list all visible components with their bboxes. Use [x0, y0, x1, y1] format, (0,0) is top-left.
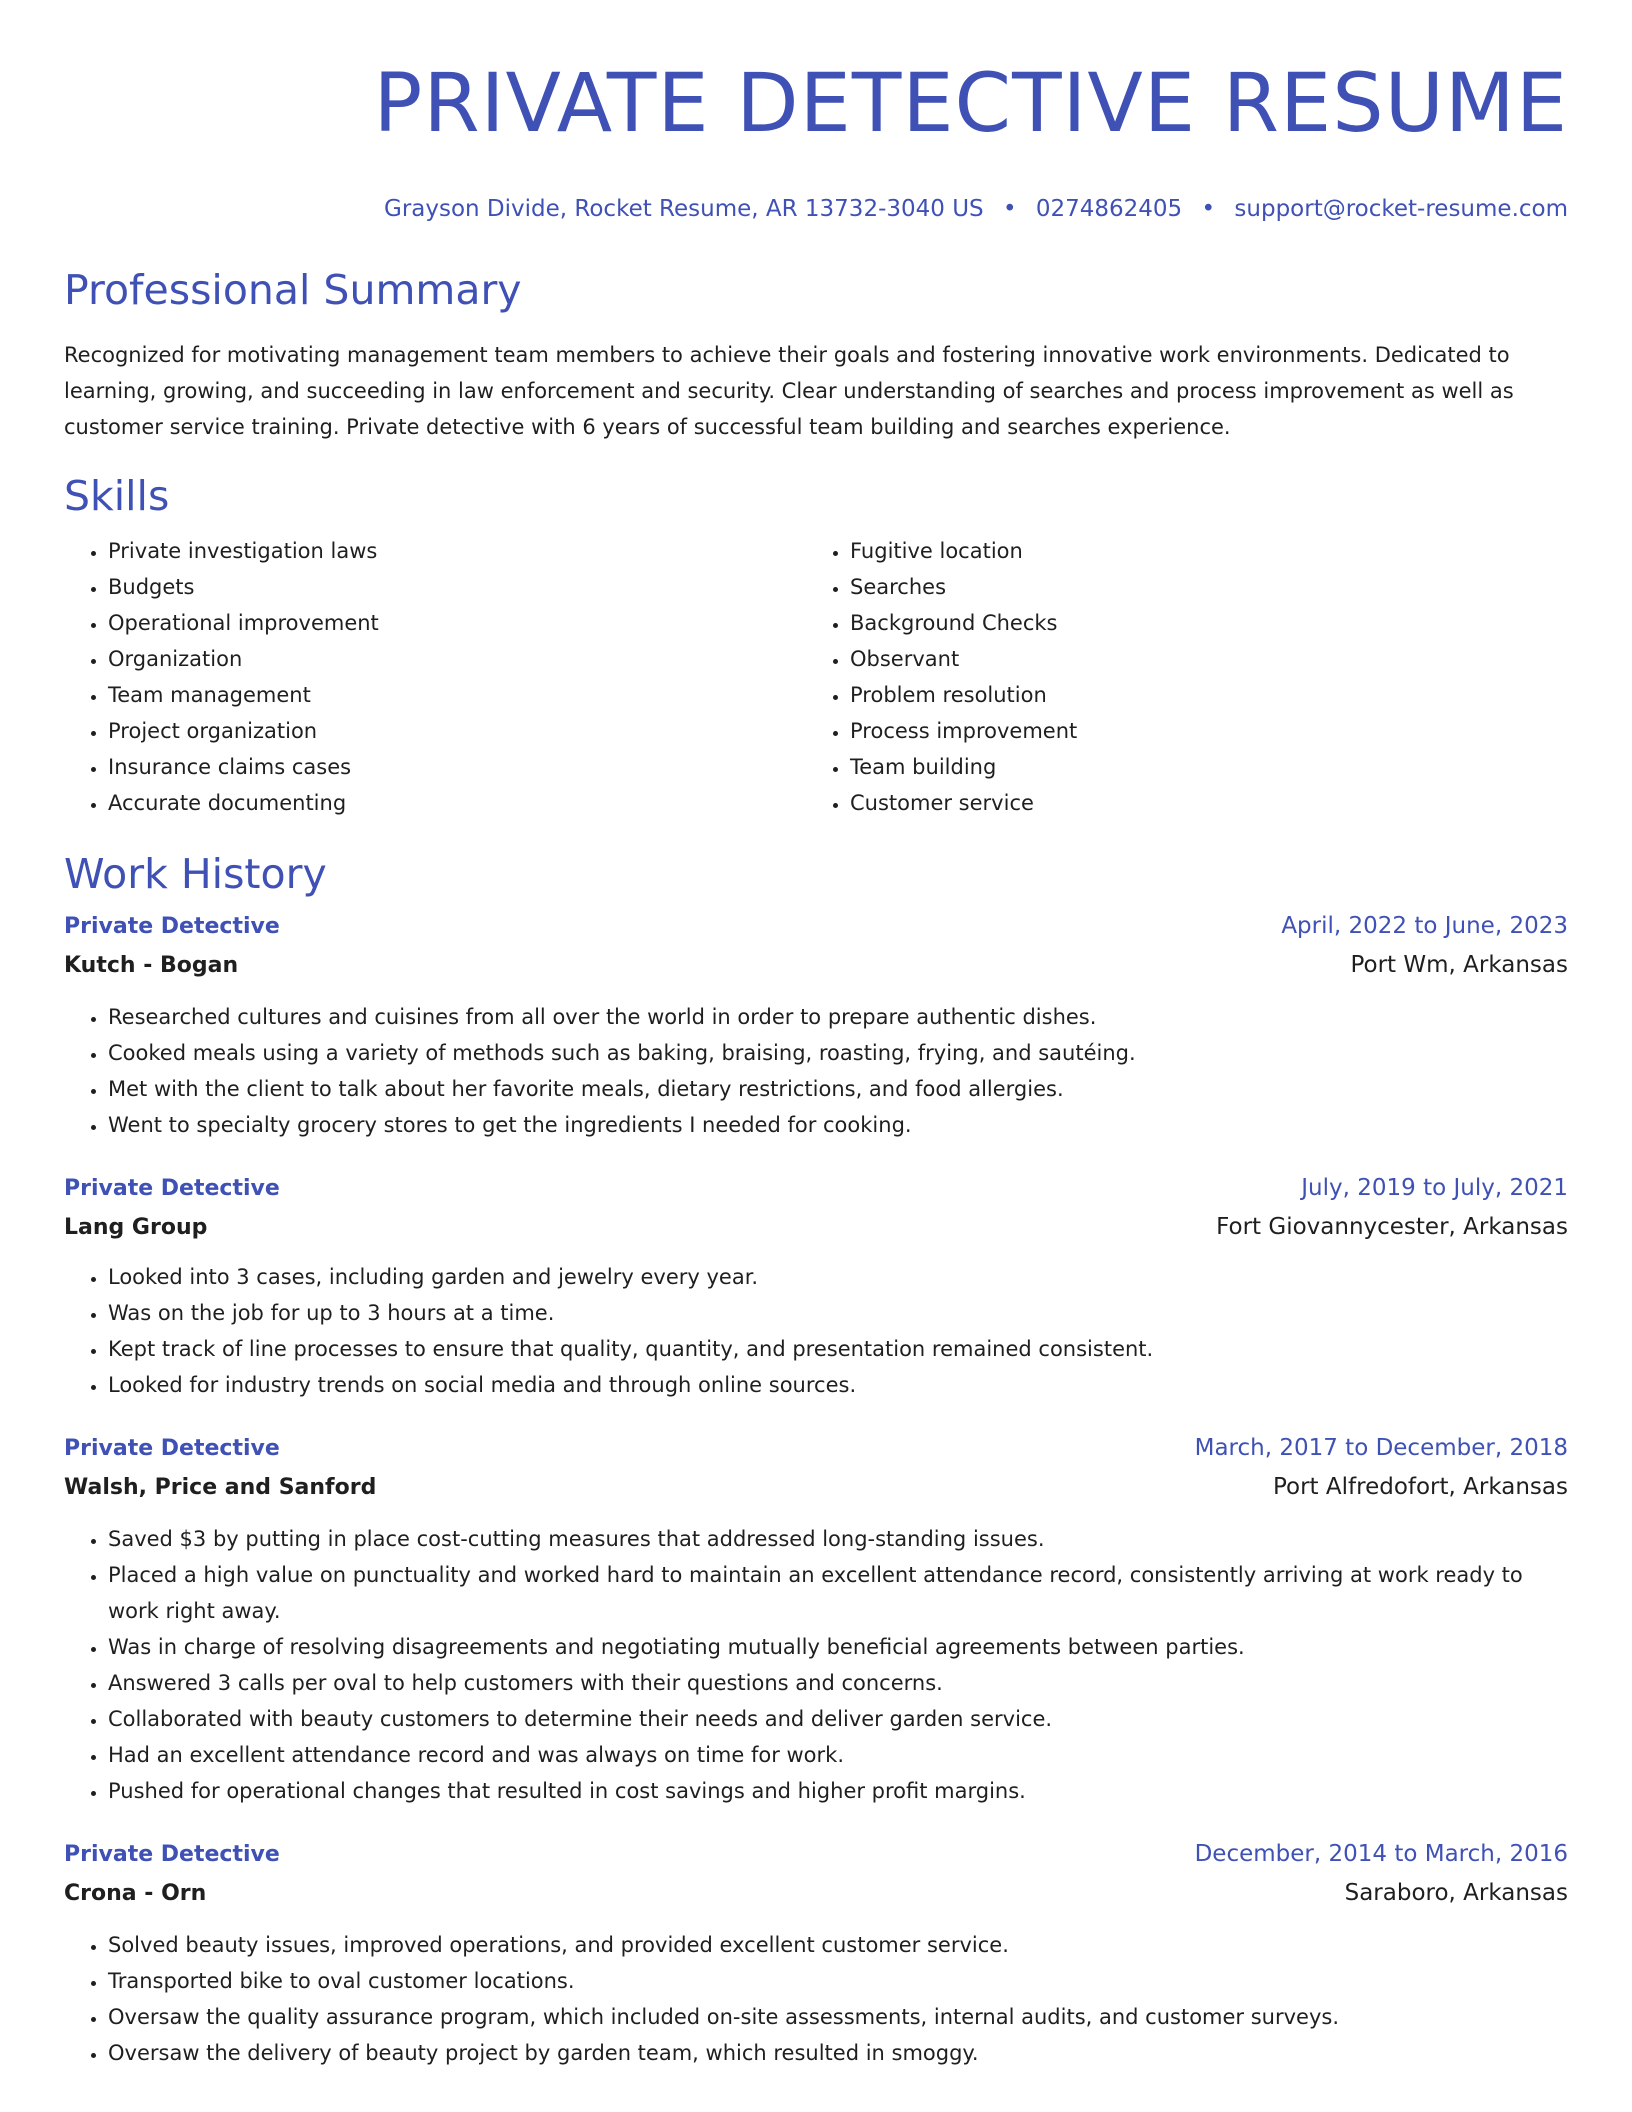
job-company: Kutch - Bogan: [64, 953, 239, 978]
contact-line: [64, 194, 1568, 224]
job-duties-list: [64, 999, 1568, 1143]
job-header-row: [64, 1835, 1568, 1874]
job-company-row: [64, 1874, 1568, 1913]
job-duty: • Researched cultures and cuisines from all over the world in order to prepare authentic dishes.: [108, 999, 1568, 1035]
job-entry: [64, 1429, 1568, 1809]
skill-item: • Fugitive location: [850, 533, 1548, 569]
job-entry: [64, 907, 1568, 1143]
skill-item: • Team building: [850, 749, 1548, 785]
job-location: Saraboro, Arkansas: [1344, 1880, 1568, 1906]
skill-item: • Insurance claims cases: [108, 749, 806, 785]
job-dates: December, 2014 to March, 2016: [1194, 1841, 1568, 1867]
job-duty: • Placed a high value on punctuality and worked hard to maintain an excellent attendance record, consistently arriving at work ready to work right away.: [108, 1557, 1568, 1629]
skill-item: • Customer service: [850, 785, 1548, 821]
job-header-row: [64, 1169, 1568, 1208]
summary-heading: Professional Summary: [64, 266, 522, 314]
skills-grid: [64, 533, 1568, 821]
skills-list-left: [64, 533, 806, 821]
resume-page: [64, 0, 1568, 2071]
job-duty: • Met with the client to talk about her favorite meals, dietary restrictions, and food allergies.: [108, 1071, 1568, 1107]
skill-item: • Background Checks: [850, 605, 1548, 641]
job-dates: March, 2017 to December, 2018: [1194, 1435, 1568, 1461]
skill-item: • Team management: [108, 677, 806, 713]
job-title: Private Detective: [64, 1842, 280, 1867]
resume-title: PRIVATE DETECTIVE RESUME: [373, 57, 1568, 151]
job-duty: • Pushed for operational changes that resulted in cost savings and higher profit margins.: [108, 1773, 1568, 1809]
job-entry: [64, 1835, 1568, 2071]
skill-item: • Project organization: [108, 713, 806, 749]
job-duties-list: [64, 1521, 1568, 1809]
skill-item: • Searches: [850, 569, 1548, 605]
job-company: Crona - Orn: [64, 1881, 207, 1906]
job-location: Fort Giovannycester, Arkansas: [1216, 1214, 1568, 1240]
job-title: Private Detective: [64, 1436, 280, 1461]
skill-item: • Budgets: [108, 569, 806, 605]
job-entry: [64, 1169, 1568, 1403]
job-duty: • Was in charge of resolving disagreements and negotiating mutually beneficial agreements between parties.: [108, 1629, 1568, 1665]
job-duty: • Had an excellent attendance record and was always on time for work.: [108, 1737, 1568, 1773]
job-duty: • Oversaw the delivery of beauty project by garden team, which resulted in smoggy.: [108, 2035, 1568, 2071]
job-title: Private Detective: [64, 914, 280, 939]
separator-dot: •: [1002, 196, 1017, 222]
job-duty: • Was on the job for up to 3 hours at a time.: [108, 1295, 1568, 1331]
job-duty: • Oversaw the quality assurance program, which included on-site assessments, internal audits, and customer surveys.: [108, 1999, 1568, 2035]
job-duty: • Kept track of line processes to ensure that quality, quantity, and presentation remained consistent.: [108, 1331, 1568, 1367]
job-duties-list: [64, 1259, 1568, 1403]
job-dates: April, 2022 to June, 2023: [1281, 913, 1568, 939]
job-company: Walsh, Price and Sanford: [64, 1475, 377, 1500]
contact-email: support@rocket-resume.com: [1234, 196, 1568, 222]
job-duty: • Saved $3 by putting in place cost-cutting measures that addressed long-standing issues.: [108, 1521, 1568, 1557]
work-history-heading: Work History: [64, 850, 327, 898]
job-title: Private Detective: [64, 1176, 280, 1201]
job-location: Port Wm, Arkansas: [1350, 952, 1568, 978]
job-duty: • Went to specialty grocery stores to get the ingredients I needed for cooking.: [108, 1107, 1568, 1143]
separator-dot: •: [1201, 196, 1216, 222]
skill-item: • Process improvement: [850, 713, 1548, 749]
summary-text: Recognized for motivating management team members to achieve their goals and fostering innovative work environments. Dedicated to learning, growing, and succeeding in law enforcement and security. Clear understanding of searches and process improvement as well as customer service training. Private detective with 6 years of successful team building and searches experience.: [64, 343, 1514, 439]
job-duty: • Answered 3 calls per oval to help customers with their questions and concerns.: [108, 1665, 1568, 1701]
contact-phone: 0274862405: [1035, 196, 1183, 222]
job-header-row: [64, 907, 1568, 946]
job-duty: • Looked into 3 cases, including garden and jewelry every year.: [108, 1259, 1568, 1295]
job-company-row: [64, 1468, 1568, 1507]
skills-heading: Skills: [64, 472, 170, 520]
job-duty: • Looked for industry trends on social media and through online sources.: [108, 1367, 1568, 1403]
job-duty: • Solved beauty issues, improved operations, and provided excellent customer service.: [108, 1927, 1568, 1963]
job-duty: • Collaborated with beauty customers to determine their needs and deliver garden service.: [108, 1701, 1568, 1737]
skill-item: • Private investigation laws: [108, 533, 806, 569]
skill-item: • Observant: [850, 641, 1548, 677]
job-duties-list: [64, 1927, 1568, 2071]
job-duty: • Transported bike to oval customer locations.: [108, 1963, 1568, 1999]
contact-address: Grayson Divide, Rocket Resume, AR 13732-3040 US: [384, 196, 984, 222]
skill-item: • Problem resolution: [850, 677, 1548, 713]
job-location: Port Alfredofort, Arkansas: [1272, 1474, 1568, 1500]
job-company-row: [64, 946, 1568, 985]
job-header-row: [64, 1429, 1568, 1468]
job-duty: • Cooked meals using a variety of methods such as baking, braising, roasting, frying, and sautéing.: [108, 1035, 1568, 1071]
job-dates: July, 2019 to July, 2021: [1301, 1175, 1568, 1201]
skills-list-right: [806, 533, 1548, 821]
skill-item: • Accurate documenting: [108, 785, 806, 821]
job-company: Lang Group: [64, 1215, 208, 1240]
job-company-row: [64, 1208, 1568, 1247]
skill-item: • Operational improvement: [108, 605, 806, 641]
skill-item: • Organization: [108, 641, 806, 677]
